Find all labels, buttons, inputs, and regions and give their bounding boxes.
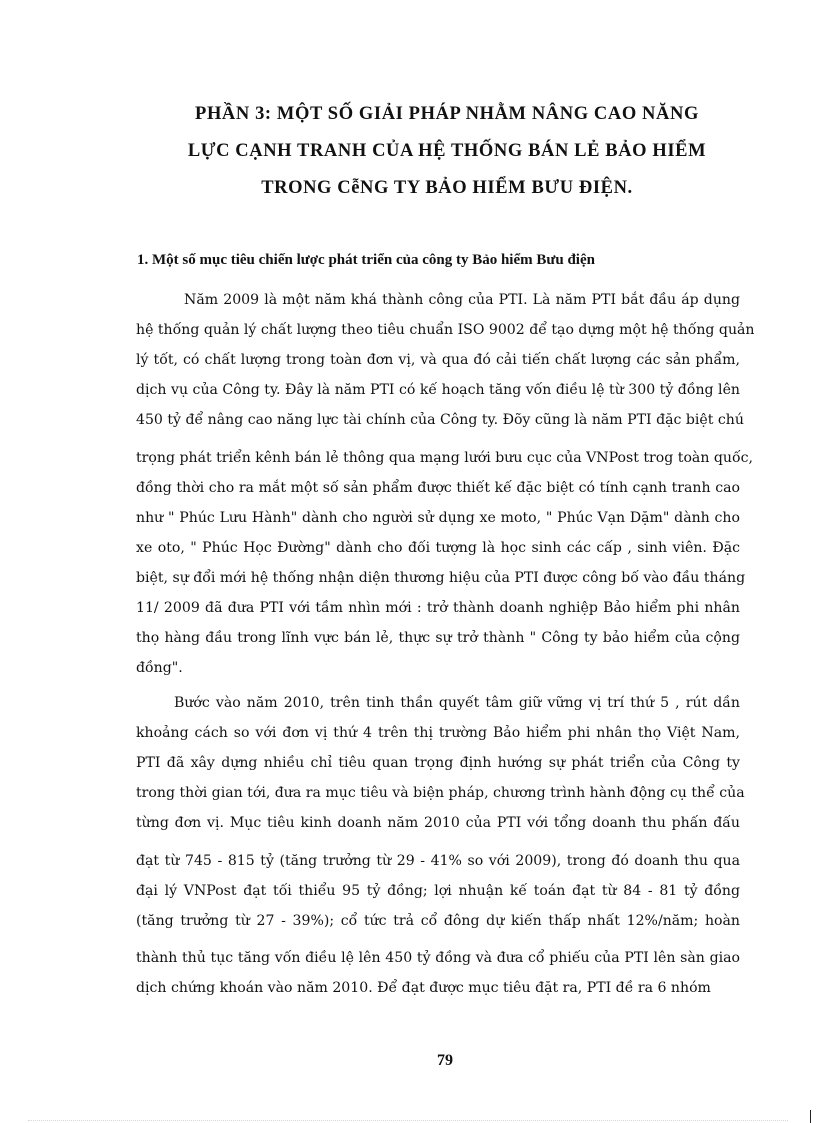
title-line-3: TRONG CễNG TY BẢO HIỂM BƯU ĐIỆN. <box>261 178 633 198</box>
paragraph-line: 450 tỷ để nâng cao năng lực tài chính của Công ty. Đõy cũng là năm PTI đặc biệt chú <box>136 412 744 428</box>
paragraph-line: đồng thời cho ra mắt một số sản phẩm được thiết kế đặc biệt có tính cạnh tranh cao <box>136 480 740 496</box>
paragraph-line: từng đơn vị. Mục tiêu kinh doanh năm 2010 của PTI với tổng doanh thu phấn đấu <box>136 815 740 831</box>
paragraph-line: (tăng trưởng từ 27 - 39%); cổ tức trả cổ đông dự kiến thấp nhất 12%/năm; hoàn <box>136 913 740 929</box>
title-line-1: PHẦN 3: MỘT SỐ GIẢI PHÁP NHẰM NÂNG CAO NĂNG <box>195 104 699 124</box>
paragraph-line: đồng". <box>136 660 183 676</box>
paragraph-line: hệ thống quản lý chất lượng theo tiêu chuẩn ISO 9002 để tạo dựng một hệ thống quản <box>136 322 755 338</box>
paragraph-line: biệt, sự đổi mới hệ thống nhận diện thương hiệu của PTI được công bố vào đầu tháng <box>136 570 746 586</box>
paragraph-line: lý tốt, có chất lượng trong toàn đơn vị, và qua đó cải tiến chất lượng các sản phẩm, <box>136 352 740 368</box>
paragraph-line: khoảng cách so với đơn vị thứ 4 trên thị trường Bảo hiểm phi nhân thọ Việt Nam, <box>136 725 740 741</box>
paragraph-line: trong thời gian tới, đưa ra mục tiêu và biện pháp, chương trình hành động cụ thể của <box>136 785 745 801</box>
paragraph-line: thọ hàng đầu trong lĩnh vực bán lẻ, thực sự trở thành " Công ty bảo hiểm của cộng <box>136 630 740 646</box>
corner-mark <box>810 1110 811 1123</box>
page-number: 79 <box>437 1052 453 1069</box>
paragraph-line: 11/ 2009 đã đưa PTI với tầm nhìn mới : trở thành doanh nghiệp Bảo hiểm phi nhân <box>136 600 740 616</box>
paragraph-line: thành thủ tục tăng vốn điều lệ lên 450 tỷ đồng và đưa cổ phiếu của PTI lên sàn giao <box>136 950 740 966</box>
paragraph-line: dịch vụ của Công ty. Đây là năm PTI có kế hoạch tăng vốn điều lệ từ 300 tỷ đồng lên <box>136 382 740 398</box>
paragraph-line: dịch chứng khoán vào năm 2010. Để đạt được mục tiêu đặt ra, PTI đề ra 6 nhóm <box>136 980 711 996</box>
paragraph-line: xe oto, " Phúc Học Đường" dành cho đối tượng là học sinh các cấp , sinh viên. Đặc <box>136 540 740 556</box>
paragraph-line: đại lý VNPost đạt tối thiểu 95 tỷ đồng; lợi nhuận kế toán đạt từ 84 - 81 tỷ đồng <box>136 883 740 899</box>
paragraph-line: Bước vào năm 2010, trên tinh thần quyết tâm giữ vững vị trí thứ 5 , rút dần <box>174 695 740 711</box>
title-line-2: LỰC CẠNH TRANH CỦA HỆ THỐNG BÁN LẺ BẢO HIỂM <box>187 141 707 161</box>
paragraph-line: PTI đã xây dựng nhiều chỉ tiêu quan trọng định hướng sự phát triển của Công ty <box>136 755 740 771</box>
paragraph-line: trọng phát triển kênh bán lẻ thông qua mạng lưới bưu cục của VNPost trog toàn quốc, <box>136 450 753 466</box>
footer-dotted-rule <box>28 1120 788 1121</box>
chapter-title <box>118 96 776 207</box>
paragraph-line: như " Phúc Lưu Hành" dành cho người sử dụng xe moto, " Phúc Vạn Dặm" dành cho <box>136 510 740 526</box>
section-heading: 1. Một số mục tiêu chiến lược phát triển của công ty Bảo hiểm Bưu điện <box>137 252 595 268</box>
paragraph-line: đạt từ 745 - 815 tỷ (tăng trưởng từ 29 - 41% so với 2009), trong đó doanh thu qua <box>136 853 740 869</box>
paragraph-line: Năm 2009 là một năm khá thành công của PTI. Là năm PTI bắt đầu áp dụng <box>184 292 740 308</box>
